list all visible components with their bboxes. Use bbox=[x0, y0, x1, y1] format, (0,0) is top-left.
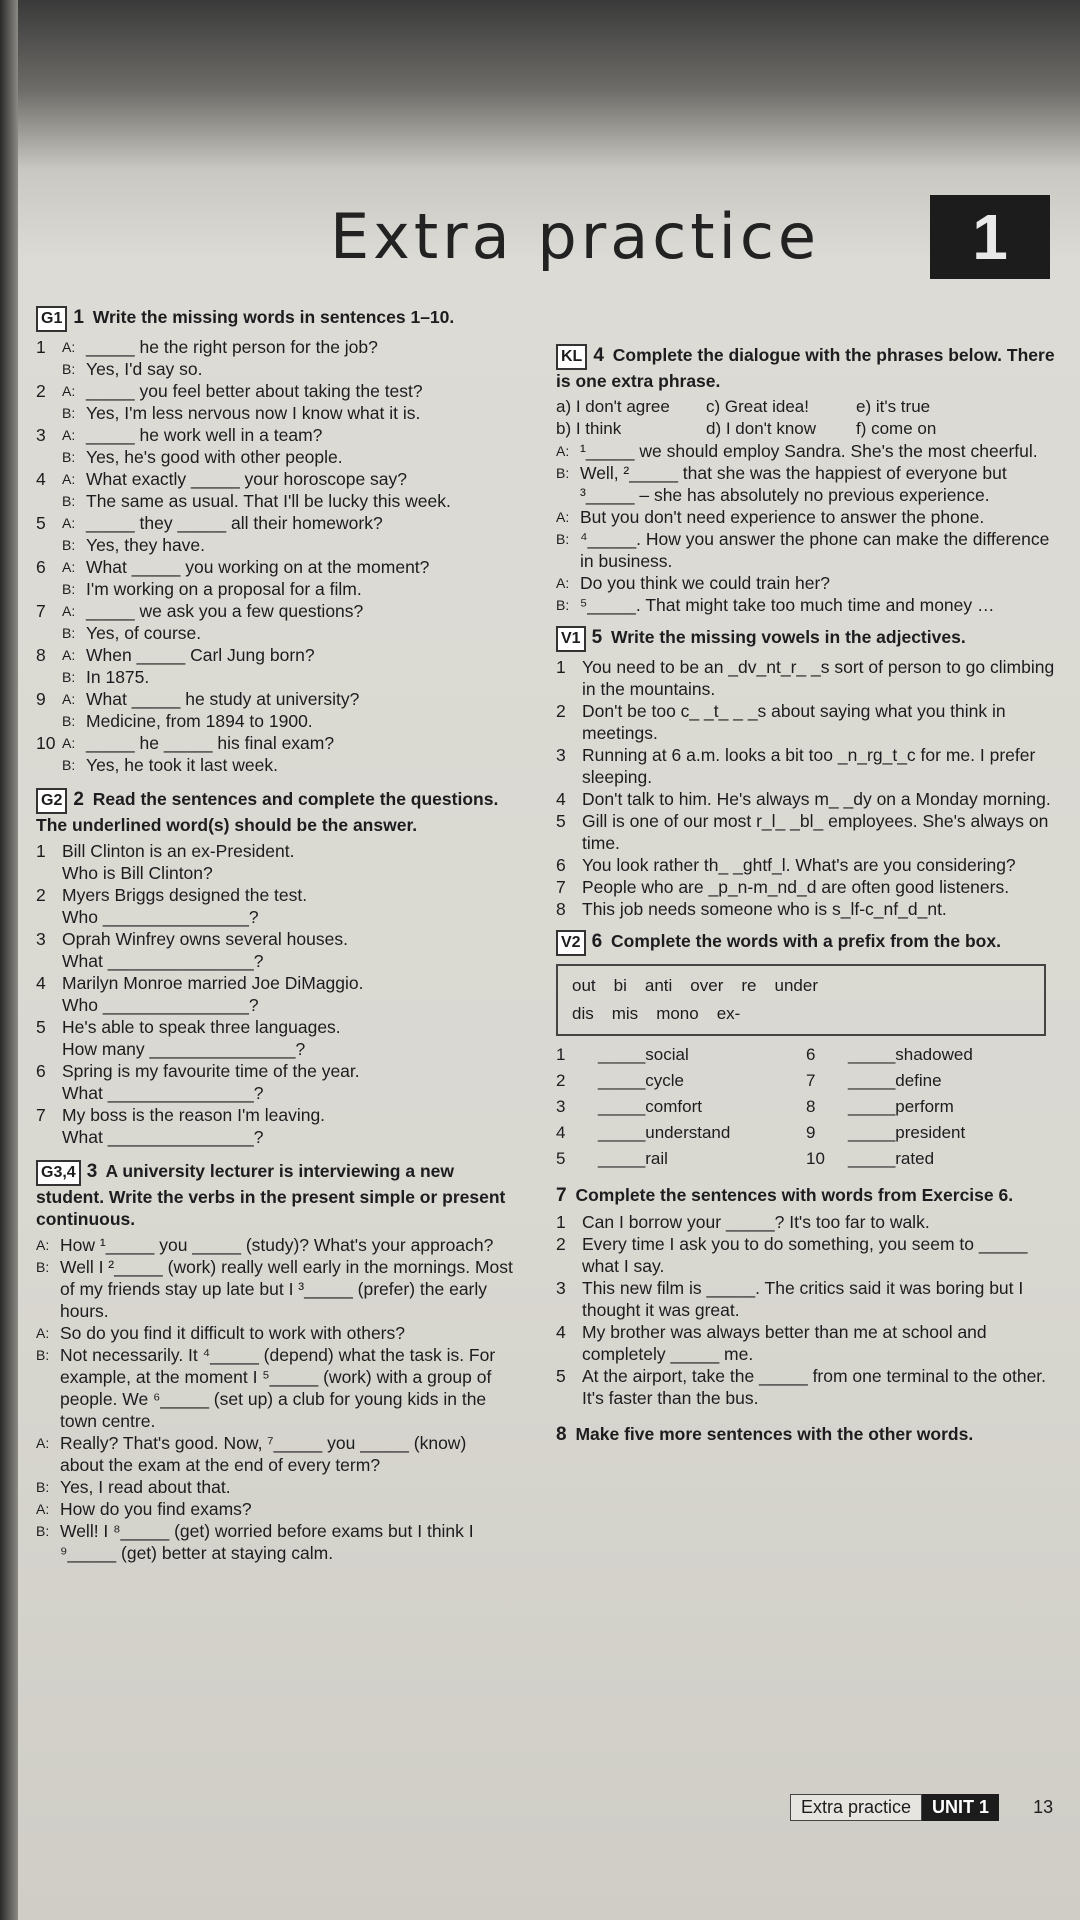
word-blank: _____social bbox=[598, 1045, 689, 1064]
dialogue-text: Well I ²_____ (work) really well early in the mornings. Most of my friends stay up late but I ³_____ (prefer) the early hours. bbox=[60, 1257, 513, 1321]
speaker-label: A: bbox=[62, 603, 76, 619]
prefix-item bbox=[556, 1148, 806, 1170]
exercise-tag: G3,4 bbox=[36, 1160, 81, 1186]
item-number: 6 bbox=[806, 1045, 816, 1064]
sentence-text: This new film is _____. The critics said it was boring but I thought it was great. bbox=[582, 1278, 1024, 1320]
prefix-word: anti bbox=[644, 976, 673, 995]
question-text: What exactly _____ your horoscope say? bbox=[86, 469, 408, 489]
exercise-7-heading bbox=[556, 1184, 1056, 1207]
exercise-instruction: Write the missing vowels in the adjectives. bbox=[611, 627, 966, 647]
word-blank: _____cycle bbox=[598, 1071, 685, 1090]
speaker-label: B: bbox=[62, 625, 76, 641]
sentence-text: People who are _p_n-m_nd_d are often good listeners. bbox=[582, 877, 1010, 897]
dialogue-line bbox=[36, 1322, 514, 1344]
exercise-instruction: Make five more sentences with the other words. bbox=[575, 1424, 974, 1444]
question-row bbox=[36, 994, 514, 1016]
spacer bbox=[36, 446, 62, 468]
sentence-text: Myers Briggs designed the test. bbox=[62, 885, 308, 905]
answer-text: Medicine, from 1894 to 1900. bbox=[86, 711, 313, 731]
answer-text: Yes, I'd say so. bbox=[86, 359, 203, 379]
speaker-label: B: bbox=[36, 1479, 50, 1495]
sentence-text: At the airport, take the _____ from one terminal to the other. It's faster than the bus. bbox=[582, 1366, 1047, 1408]
speaker-label: B: bbox=[62, 405, 76, 421]
qa-row-b bbox=[36, 622, 514, 644]
question-text: _____ they _____ all their homework? bbox=[86, 513, 383, 533]
sentence-row bbox=[556, 810, 1056, 854]
page-footer bbox=[790, 1794, 1053, 1821]
prefix-word: bi bbox=[613, 976, 627, 995]
prefix-word: out bbox=[572, 976, 596, 995]
speaker-label: A: bbox=[556, 575, 570, 591]
exercise-6-items bbox=[556, 1044, 1056, 1170]
exercise-number: 5 bbox=[591, 627, 603, 648]
speaker-label: B: bbox=[556, 597, 570, 613]
speaker-label: A: bbox=[556, 443, 570, 459]
speaker-label: A: bbox=[36, 1237, 50, 1253]
exercise-tag: G2 bbox=[36, 788, 67, 814]
spacer bbox=[36, 994, 62, 1016]
speaker-label: B: bbox=[62, 537, 76, 553]
exercise-2-list bbox=[36, 840, 514, 1148]
item-number: 1 bbox=[36, 841, 46, 861]
dialogue-line bbox=[36, 1432, 514, 1476]
qa-row-a bbox=[36, 424, 514, 446]
dialogue-text: So do you find it difficult to work with others? bbox=[60, 1323, 405, 1343]
answer-text: The same as usual. That I'll be lucky this week. bbox=[86, 491, 451, 511]
question-row bbox=[36, 1082, 514, 1104]
spacer bbox=[36, 622, 62, 644]
item-number: 5 bbox=[556, 1366, 566, 1386]
sentence-row bbox=[556, 898, 1056, 920]
qa-row-b bbox=[36, 578, 514, 600]
spacer bbox=[36, 402, 62, 424]
exercise-number: 3 bbox=[86, 1161, 98, 1182]
speaker-label: B: bbox=[36, 1347, 50, 1363]
item-number: 2 bbox=[556, 1071, 566, 1090]
speaker-label: A: bbox=[62, 383, 76, 399]
exercise-number: 4 bbox=[593, 345, 604, 366]
word-blank: _____understand bbox=[598, 1123, 731, 1142]
speaker-label: B: bbox=[62, 493, 76, 509]
question-text: _____ you feel better about taking the test? bbox=[86, 381, 423, 401]
speaker-label: A: bbox=[62, 515, 76, 531]
item-number: 3 bbox=[556, 1278, 566, 1298]
answer-text: Yes, he took it last week. bbox=[86, 755, 278, 775]
answer-text: I'm working on a proposal for a film. bbox=[86, 579, 362, 599]
spacer bbox=[36, 1082, 62, 1104]
answer-text: Yes, of course. bbox=[86, 623, 202, 643]
speaker-label: A: bbox=[62, 559, 76, 575]
item-number: 8 bbox=[556, 899, 566, 919]
sentence-row bbox=[556, 1365, 1056, 1409]
right-column bbox=[556, 338, 1056, 1450]
item-number: 1 bbox=[556, 1212, 566, 1232]
sentence-row bbox=[36, 884, 514, 906]
qa-row-a bbox=[36, 644, 514, 666]
item-number: 1 bbox=[556, 1045, 566, 1064]
question-row bbox=[36, 906, 514, 928]
prefix-word-box bbox=[556, 964, 1046, 1036]
item-number: 9 bbox=[806, 1123, 816, 1142]
sentence-text: Gill is one of our most r_l_ _bl_ employees. She's always on time. bbox=[582, 811, 1049, 853]
question-text: _____ he work well in a team? bbox=[86, 425, 323, 445]
qa-row-b bbox=[36, 710, 514, 732]
question-row bbox=[36, 950, 514, 972]
exercise-number: 7 bbox=[556, 1185, 567, 1206]
item-number: 4 bbox=[36, 469, 46, 489]
item-number: 9 bbox=[36, 689, 46, 709]
qa-row-a bbox=[36, 336, 514, 358]
speaker-label: A: bbox=[556, 509, 570, 525]
prefix-word: ex- bbox=[716, 1004, 741, 1023]
qa-row-b bbox=[36, 666, 514, 688]
dialogue-text: ⁵_____. That might take too much time and money … bbox=[580, 595, 995, 615]
question-text: What _____ he study at university? bbox=[86, 689, 360, 709]
item-number: 2 bbox=[36, 885, 46, 905]
dialogue-text: Yes, I read about that. bbox=[60, 1477, 231, 1497]
phrase-option: f) come on bbox=[856, 419, 937, 438]
dialogue-text: ¹_____ we should employ Sandra. She's the most cheerful. bbox=[580, 441, 1038, 461]
exercise-2-heading bbox=[36, 788, 514, 836]
item-number: 10 bbox=[806, 1149, 825, 1168]
sentence-text: You need to be an _dv_nt_r_ _s sort of person to go climbing in the mountains. bbox=[582, 657, 1055, 699]
sentence-row bbox=[556, 744, 1056, 788]
qa-row-b bbox=[36, 754, 514, 776]
dialogue-line bbox=[36, 1234, 514, 1256]
sentence-row bbox=[556, 656, 1056, 700]
sentence-text: Spring is my favourite time of the year. bbox=[62, 1061, 360, 1081]
qa-row-a bbox=[36, 512, 514, 534]
item-number: 7 bbox=[36, 601, 46, 621]
word-blank: _____shadowed bbox=[848, 1045, 973, 1064]
prefix-word: over bbox=[690, 976, 724, 995]
item-number: 2 bbox=[556, 701, 566, 721]
prefix-word: under bbox=[774, 976, 818, 995]
prefix-item bbox=[806, 1122, 1056, 1144]
exercise-instruction: Read the sentences and complete the questions. The underlined word(s) should be the answer. bbox=[36, 789, 499, 835]
dialogue-line bbox=[36, 1520, 514, 1564]
sentence-text: My brother was always better than me at school and completely _____ me. bbox=[582, 1322, 987, 1364]
spacer bbox=[36, 950, 62, 972]
qa-row-a bbox=[36, 556, 514, 578]
item-number: 4 bbox=[556, 789, 566, 809]
dialogue-text: ⁴_____. How you answer the phone can make the difference in business. bbox=[580, 529, 1050, 571]
qa-row-b bbox=[36, 534, 514, 556]
dialogue-text: Really? That's good. Now, ⁷_____ you _____ (know) about the exam at the end of every term? bbox=[60, 1433, 467, 1475]
sentence-text: Marilyn Monroe married Joe DiMaggio. bbox=[62, 973, 364, 993]
prefix-item bbox=[806, 1148, 1056, 1170]
sentence-text: Don't talk to him. He's always m_ _dy on a Monday morning. bbox=[582, 789, 1051, 809]
sentence-row bbox=[36, 928, 514, 950]
question-text: Who _______________? bbox=[62, 995, 259, 1015]
sentence-row bbox=[556, 788, 1056, 810]
question-text: How many _______________? bbox=[62, 1039, 306, 1059]
qa-row-b bbox=[36, 490, 514, 512]
question-text: What _____ you working on at the moment? bbox=[86, 557, 430, 577]
spacer bbox=[36, 666, 62, 688]
sentence-row bbox=[556, 1321, 1056, 1365]
prefix-item bbox=[556, 1044, 806, 1066]
exercise-instruction: Complete the dialogue with the phrases below. There is one extra phrase. bbox=[556, 345, 1055, 391]
question-text: _____ he _____ his final exam? bbox=[86, 733, 335, 753]
prefix-item bbox=[806, 1096, 1056, 1118]
qa-row-b bbox=[36, 446, 514, 468]
exercise-7-list bbox=[556, 1211, 1056, 1409]
exercise-instruction: Write the missing words in sentences 1–10. bbox=[92, 307, 455, 327]
item-number: 2 bbox=[36, 381, 46, 401]
speaker-label: A: bbox=[62, 691, 76, 707]
footer-unit-label: UNIT 1 bbox=[922, 1794, 999, 1821]
phrase-option: e) it's true bbox=[856, 397, 931, 416]
word-blank: _____comfort bbox=[598, 1097, 702, 1116]
dialogue-text: Well, ²_____ that she was the happiest of everyone but ³_____ – she has absolutely no previous experience. bbox=[580, 463, 1007, 505]
exercise-8-heading bbox=[556, 1423, 1056, 1446]
item-number: 3 bbox=[556, 745, 566, 765]
sentence-text: Running at 6 a.m. looks a bit too _n_rg_t_c for me. I prefer sleeping. bbox=[582, 745, 1036, 787]
sentence-row bbox=[556, 1233, 1056, 1277]
sentence-row bbox=[556, 1277, 1056, 1321]
item-number: 7 bbox=[556, 877, 566, 897]
sentence-text: You look rather th_ _ghtf_l. What's are you considering? bbox=[582, 855, 1016, 875]
exercise-number: 6 bbox=[591, 931, 603, 952]
speaker-label: B: bbox=[62, 361, 76, 377]
speaker-label: B: bbox=[36, 1523, 50, 1539]
item-number: 4 bbox=[556, 1322, 566, 1342]
prefix-item bbox=[556, 1122, 806, 1144]
speaker-label: A: bbox=[36, 1435, 50, 1451]
exercise-number: 2 bbox=[73, 789, 84, 810]
speaker-label: B: bbox=[556, 531, 570, 547]
item-number: 7 bbox=[36, 1105, 46, 1125]
speaker-label: B: bbox=[62, 449, 76, 465]
sentence-text: He's able to speak three languages. bbox=[62, 1017, 341, 1037]
speaker-label: A: bbox=[62, 735, 76, 751]
item-number: 10 bbox=[36, 733, 56, 753]
sentence-row bbox=[556, 1211, 1056, 1233]
dialogue-line bbox=[36, 1256, 514, 1322]
question-text: _____ we ask you a few questions? bbox=[86, 601, 364, 621]
question-text: What _______________? bbox=[62, 951, 264, 971]
item-number: 3 bbox=[36, 425, 46, 445]
spacer bbox=[36, 358, 62, 380]
dialogue-text: Well! I ⁸_____ (get) worried before exams but I think I ⁹_____ (get) better at staying calm. bbox=[60, 1521, 474, 1563]
sentence-text: Don't be too c_ _t_ _ _s about saying what you think in meetings. bbox=[582, 701, 1006, 743]
qa-row-a bbox=[36, 600, 514, 622]
speaker-label: B: bbox=[556, 465, 570, 481]
unit-number-badge: 1 bbox=[930, 195, 1050, 279]
phrase-option: c) Great idea! bbox=[706, 397, 809, 416]
left-column bbox=[36, 300, 514, 1564]
phrase-option: d) I don't know bbox=[706, 419, 817, 438]
spacer bbox=[36, 490, 62, 512]
item-number: 5 bbox=[556, 1149, 566, 1168]
sentence-text: Every time I ask you to do something, you seem to _____ what I say. bbox=[582, 1234, 1028, 1276]
prefix-item bbox=[806, 1070, 1056, 1092]
speaker-label: A: bbox=[62, 339, 76, 355]
sentence-row bbox=[36, 840, 514, 862]
dialogue-line bbox=[556, 572, 1056, 594]
dialogue-line bbox=[556, 462, 1056, 506]
item-number: 5 bbox=[36, 1017, 46, 1037]
qa-row-a bbox=[36, 688, 514, 710]
prefix-item bbox=[556, 1070, 806, 1092]
exercise-instruction: A university lecturer is interviewing a new student. Write the verbs in the present simple or present continuous. bbox=[36, 1161, 506, 1229]
speaker-label: A: bbox=[36, 1501, 50, 1517]
question-text: Who is Bill Clinton? bbox=[62, 863, 213, 883]
item-number: 2 bbox=[556, 1234, 566, 1254]
dialogue-line bbox=[556, 506, 1056, 528]
exercise-tag: KL bbox=[556, 344, 587, 370]
speaker-label: B: bbox=[62, 581, 76, 597]
answer-text: Yes, he's good with other people. bbox=[86, 447, 343, 467]
dialogue-line bbox=[556, 594, 1056, 616]
dialogue-text: Not necessarily. It ⁴_____ (depend) what the task is. For example, at the moment I ⁵_____ (work) with a group of people. We ⁶_____ (set up) a club for young kids in the town centre. bbox=[60, 1345, 496, 1431]
sentence-row bbox=[556, 854, 1056, 876]
speaker-label: A: bbox=[62, 427, 76, 443]
exercise-3-heading bbox=[36, 1160, 514, 1230]
spacer bbox=[36, 1126, 62, 1148]
item-number: 4 bbox=[556, 1123, 566, 1142]
question-text: What _______________? bbox=[62, 1127, 264, 1147]
dialogue-line bbox=[36, 1498, 514, 1520]
speaker-label: A: bbox=[62, 647, 76, 663]
exercise-4-heading bbox=[556, 344, 1056, 392]
item-number: 4 bbox=[36, 973, 46, 993]
word-blank: _____perform bbox=[848, 1097, 954, 1116]
exercise-6-heading bbox=[556, 930, 1056, 956]
item-number: 7 bbox=[806, 1071, 816, 1090]
dialogue-text: How ¹_____ you _____ (study)? What's your approach? bbox=[60, 1235, 494, 1255]
sentence-text: Bill Clinton is an ex-President. bbox=[62, 841, 295, 861]
speaker-label: B: bbox=[62, 757, 76, 773]
word-blank: _____define bbox=[848, 1071, 942, 1090]
speaker-label: A: bbox=[36, 1325, 50, 1341]
answer-text: Yes, I'm less nervous now I know what it is. bbox=[86, 403, 421, 423]
sentence-text: My boss is the reason I'm leaving. bbox=[62, 1105, 326, 1125]
page-title: Extra practice bbox=[330, 200, 821, 273]
dialogue-text: How do you find exams? bbox=[60, 1499, 252, 1519]
item-number: 3 bbox=[556, 1097, 566, 1116]
word-blank: _____president bbox=[848, 1123, 966, 1142]
sentence-row bbox=[36, 1060, 514, 1082]
question-row bbox=[36, 1038, 514, 1060]
item-number: 3 bbox=[36, 929, 46, 949]
sentence-row bbox=[36, 1016, 514, 1038]
question-text: _____ he the right person for the job? bbox=[86, 337, 378, 357]
dialogue-line bbox=[556, 528, 1056, 572]
exercise-tag: V1 bbox=[556, 626, 586, 652]
dialogue-line bbox=[556, 440, 1056, 462]
footer-section-label: Extra practice bbox=[790, 1794, 922, 1821]
qa-row-a bbox=[36, 380, 514, 402]
question-text: What _______________? bbox=[62, 1083, 264, 1103]
sentence-row bbox=[556, 876, 1056, 898]
item-number: 6 bbox=[556, 855, 566, 875]
exercise-4-dialogue bbox=[556, 440, 1056, 616]
prefix-word: dis bbox=[572, 1004, 594, 1023]
item-number: 6 bbox=[36, 557, 46, 577]
sentence-row bbox=[36, 972, 514, 994]
qa-row-a bbox=[36, 468, 514, 490]
prefix-word: mono bbox=[656, 1004, 699, 1023]
page-number: 13 bbox=[1033, 1797, 1054, 1817]
spacer bbox=[36, 754, 62, 776]
question-text: When _____ Carl Jung born? bbox=[86, 645, 315, 665]
dialogue-text: But you don't need experience to answer the phone. bbox=[580, 507, 985, 527]
dialogue-line bbox=[36, 1344, 514, 1432]
exercise-tag: V2 bbox=[556, 930, 586, 956]
sentence-text: Can I borrow your _____? It's too far to walk. bbox=[582, 1212, 930, 1232]
speaker-label: B: bbox=[62, 669, 76, 685]
speaker-label: B: bbox=[36, 1259, 50, 1275]
sentence-text: This job needs someone who is s_lf-c_nf_d_nt. bbox=[582, 899, 947, 919]
item-number: 1 bbox=[36, 337, 46, 357]
phrase-option: b) I think bbox=[556, 419, 622, 438]
exercise-instruction: Complete the words with a prefix from the box. bbox=[611, 931, 1001, 951]
dialogue-text: Do you think we could train her? bbox=[580, 573, 830, 593]
spacer bbox=[36, 534, 62, 556]
answer-text: In 1875. bbox=[86, 667, 150, 687]
qa-row-b bbox=[36, 402, 514, 424]
prefix-word: re bbox=[741, 976, 757, 995]
exercise-number: 8 bbox=[556, 1424, 567, 1445]
spacer bbox=[36, 578, 62, 600]
dialogue-line bbox=[36, 1476, 514, 1498]
prefix-word: mis bbox=[611, 1004, 639, 1023]
exercise-5-list bbox=[556, 656, 1056, 920]
exercise-5-heading bbox=[556, 626, 1056, 652]
qa-row-a bbox=[36, 732, 514, 754]
exercise-number: 1 bbox=[73, 307, 84, 328]
spacer bbox=[36, 710, 62, 732]
prefix-item bbox=[806, 1044, 1056, 1066]
spacer bbox=[36, 1038, 62, 1060]
exercise-3-dialogue bbox=[36, 1234, 514, 1564]
exercise-4-options bbox=[556, 396, 1056, 440]
word-blank: _____rail bbox=[598, 1149, 668, 1168]
item-number: 6 bbox=[36, 1061, 46, 1081]
spacer bbox=[36, 862, 62, 884]
item-number: 1 bbox=[556, 657, 566, 677]
speaker-label: B: bbox=[62, 713, 76, 729]
item-number: 8 bbox=[36, 645, 46, 665]
item-number: 5 bbox=[36, 513, 46, 533]
answer-text: Yes, they have. bbox=[86, 535, 206, 555]
prefix-item bbox=[556, 1096, 806, 1118]
exercise-1-list bbox=[36, 336, 514, 776]
item-number: 8 bbox=[806, 1097, 816, 1116]
question-text: Who _______________? bbox=[62, 907, 259, 927]
qa-row-b bbox=[36, 358, 514, 380]
item-number: 5 bbox=[556, 811, 566, 831]
sentence-row bbox=[36, 1104, 514, 1126]
exercise-instruction: Complete the sentences with words from Exercise 6. bbox=[575, 1185, 1014, 1205]
sentence-row bbox=[556, 700, 1056, 744]
question-row bbox=[36, 862, 514, 884]
exercise-tag: G1 bbox=[36, 306, 67, 332]
speaker-label: A: bbox=[62, 471, 76, 487]
phrase-option: a) I don't agree bbox=[556, 397, 670, 416]
word-blank: _____rated bbox=[848, 1149, 935, 1168]
spacer bbox=[36, 906, 62, 928]
exercise-1-heading bbox=[36, 306, 514, 332]
sentence-text: Oprah Winfrey owns several houses. bbox=[62, 929, 348, 949]
question-row bbox=[36, 1126, 514, 1148]
